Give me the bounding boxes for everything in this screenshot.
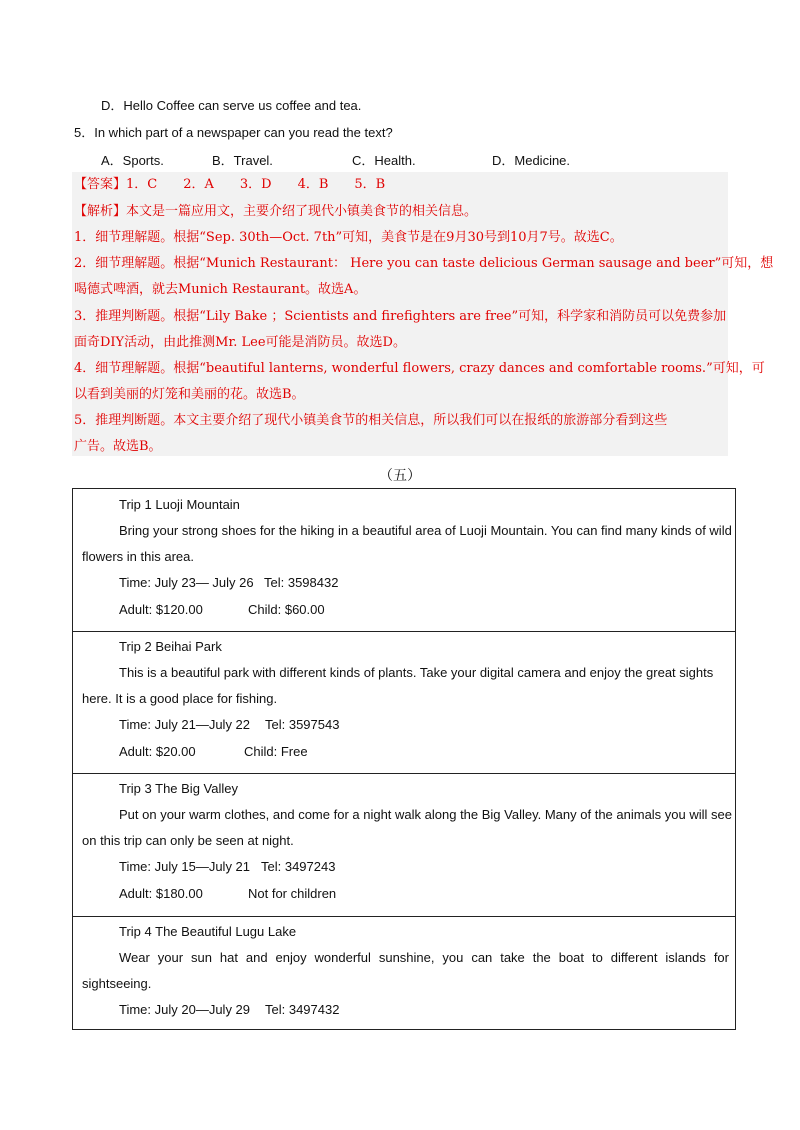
trip-card — [73, 489, 735, 632]
section-title: （五） — [379, 468, 421, 484]
trip-description: This is a beautiful park with different kinds of plants. Take your digital camera and enjoy the great sights — [119, 665, 714, 680]
q5-option-b: B．Travel. — [212, 153, 273, 168]
answer-key: 【答案】1．C 2．A 3．D 4．B 5．B — [74, 177, 386, 192]
trip-tel: Tel: 3497243 — [261, 859, 336, 874]
q5-question: 5．In which part of a newspaper can you read the text? — [74, 125, 393, 140]
trip-description-cont: sightseeing. — [82, 976, 152, 991]
analysis-item-4-cont: 以看到美丽的灯笼和美丽的花。故选B。 — [74, 387, 305, 402]
trip-description-cont: flowers in this area. — [82, 549, 194, 564]
trip-child-price: Child: $60.00 — [248, 602, 325, 617]
trip-tel: Tel: 3597543 — [265, 717, 340, 732]
trip-description: Bring your strong shoes for the hiking in a beautiful area of Luoji Mountain. You can find many kinds of wild — [119, 523, 732, 538]
trip-card — [73, 917, 735, 1029]
q5-option-c: C．Health. — [352, 153, 416, 168]
trip-title: Trip 2 Beihai Park — [119, 639, 222, 654]
analysis-item-4: 4．细节理解题。根据“beautiful lanterns, wonderful flowers, crazy dances and comfortable rooms.”可知，可 — [74, 361, 765, 376]
trip-child-price: Not for children — [248, 886, 337, 901]
trips-table — [72, 488, 736, 1030]
trip-card — [73, 774, 735, 917]
analysis-item-3: 3．推理判断题。根据“Lily Bake ；Scientists and firefighters are free”可知，科学家和消防员可以免费参加 — [74, 309, 727, 324]
trip-description-cont: on this trip can only be seen at night. — [82, 833, 294, 848]
trip-adult-price: Adult: $180.00 — [119, 886, 203, 901]
trip-time: Time: July 15—July 21 — [119, 859, 251, 874]
trip-tel: Tel: 3497432 — [265, 1002, 340, 1017]
trip-adult-price: Adult: $120.00 — [119, 602, 203, 617]
trip-description: Wear your sun hat and enjoy wonderful sunshine, you can take the boat to different islands for — [119, 950, 729, 965]
q5-option-d: D．Medicine. — [492, 153, 571, 168]
trip-description-cont: here. It is a good place for fishing. — [82, 691, 278, 706]
trip-tel: Tel: 3598432 — [264, 575, 339, 590]
analysis-item-2: 2．细节理解题。根据“Munich Restaurant： Here you can taste delicious German sausage and beer”可知，想 — [74, 256, 774, 271]
q4-option-d: D．Hello Coffee can serve us coffee and tea. — [101, 98, 362, 113]
trip-child-price: Child: Free — [244, 744, 308, 759]
analysis-item-5: 5．推理判断题。本文主要介绍了现代小镇美食节的相关信息，所以我们可以在报纸的旅游部分看到这些 — [74, 413, 668, 428]
q5-option-a: A．Sports. — [101, 153, 164, 168]
trip-description: Put on your warm clothes, and come for a night walk along the Big Valley. Many of the animals you will see — [119, 807, 732, 822]
analysis-item-1: 1．细节理解题。根据“Sep. 30th—Oct. 7th”可知，美食节是在9月30号到10月7号。故选C。 — [74, 230, 623, 245]
trip-time: Time: July 21—July 22 — [119, 717, 251, 732]
trip-adult-price: Adult: $20.00 — [119, 744, 196, 759]
trip-card — [73, 632, 735, 774]
analysis-item-2-cont: 喝德式啤酒，就去Munich Restaurant。故选A。 — [74, 282, 367, 297]
trip-time: Time: July 23— July 26 — [119, 575, 254, 590]
analysis-intro: 【解析】本文是一篇应用文，主要介绍了现代小镇美食节的相关信息。 — [74, 204, 478, 219]
trip-title: Trip 1 Luoji Mountain — [119, 497, 240, 512]
analysis-item-5-cont: 广告。故选B。 — [74, 439, 162, 454]
trip-title: Trip 4 The Beautiful Lugu Lake — [119, 924, 297, 939]
trip-time: Time: July 20—July 29 — [119, 1002, 251, 1017]
analysis-item-3-cont: 面奇DIY活动，由此推测Mr. Lee可能是消防员。故选D。 — [74, 335, 406, 350]
trip-title: Trip 3 The Big Valley — [119, 781, 238, 796]
